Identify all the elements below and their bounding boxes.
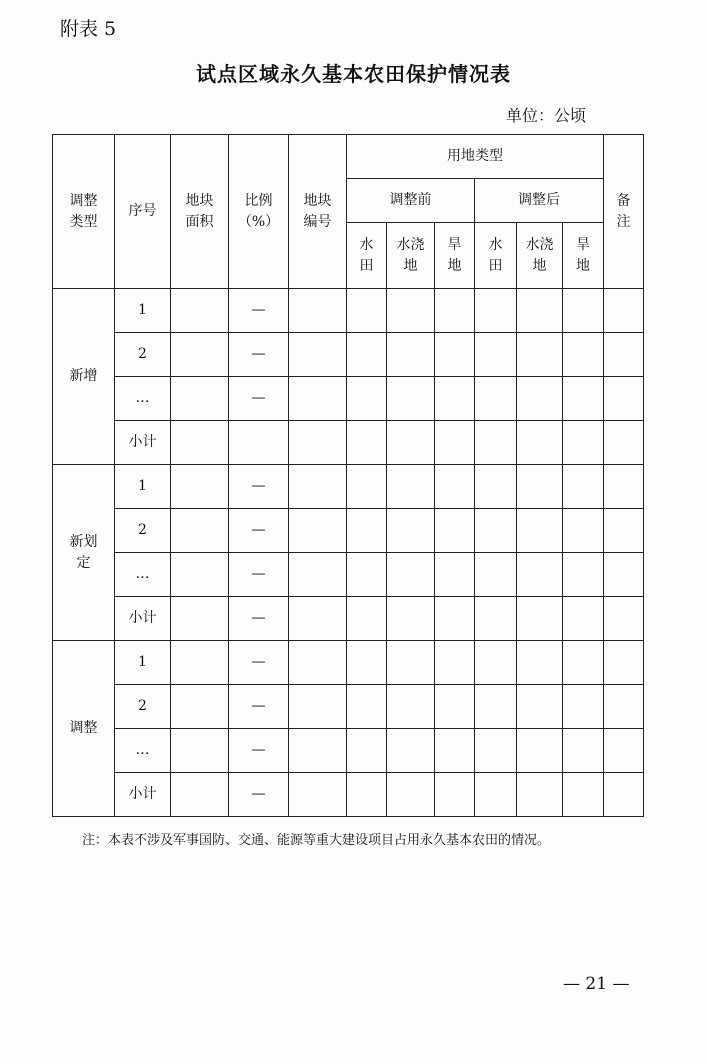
empty-cell (475, 377, 517, 421)
table-row (53, 465, 644, 509)
empty-cell (387, 509, 435, 553)
empty-cell (387, 377, 435, 421)
header-irrigated: 水浇地 (517, 223, 563, 289)
ratio-cell: — (229, 685, 289, 729)
empty-cell (563, 289, 604, 333)
header-irrigated: 水浇地 (387, 223, 435, 289)
empty-cell (289, 465, 347, 509)
empty-cell (387, 641, 435, 685)
empty-cell (563, 377, 604, 421)
empty-cell (347, 465, 387, 509)
empty-cell (604, 333, 644, 377)
seq-cell: 小计 (115, 773, 171, 817)
header-adjust-type: 调整类型 (53, 135, 115, 289)
empty-cell (563, 421, 604, 465)
table-row (53, 597, 644, 641)
empty-cell (387, 553, 435, 597)
empty-cell (517, 377, 563, 421)
plot-area-cell (171, 289, 229, 333)
empty-cell (435, 597, 475, 641)
table-row (53, 729, 644, 773)
empty-cell (517, 509, 563, 553)
plot-area-cell (171, 377, 229, 421)
empty-cell (475, 597, 517, 641)
ratio-cell: — (229, 641, 289, 685)
plot-area-cell (171, 685, 229, 729)
table-row (53, 289, 644, 333)
empty-cell (435, 641, 475, 685)
table-row (53, 641, 644, 685)
table-row (53, 685, 644, 729)
ratio-cell: — (229, 509, 289, 553)
header-land-type: 用地类型 (347, 135, 604, 179)
empty-cell (563, 729, 604, 773)
empty-cell (563, 509, 604, 553)
empty-cell (604, 509, 644, 553)
seq-cell: 2 (115, 333, 171, 377)
empty-cell (289, 597, 347, 641)
empty-cell (475, 509, 517, 553)
empty-cell (475, 465, 517, 509)
empty-cell (435, 509, 475, 553)
empty-cell (604, 465, 644, 509)
empty-cell (347, 685, 387, 729)
empty-cell (347, 289, 387, 333)
seq-cell: … (115, 553, 171, 597)
plot-area-cell (171, 729, 229, 773)
empty-cell (347, 597, 387, 641)
table-row (53, 333, 644, 377)
empty-cell (347, 553, 387, 597)
empty-cell (563, 465, 604, 509)
empty-cell (563, 773, 604, 817)
empty-cell (517, 289, 563, 333)
seq-cell: 小计 (115, 597, 171, 641)
ratio-cell (229, 421, 289, 465)
empty-cell (435, 685, 475, 729)
empty-cell (517, 729, 563, 773)
ratio-cell: — (229, 729, 289, 773)
empty-cell (435, 377, 475, 421)
plot-area-cell (171, 509, 229, 553)
table-row (53, 421, 644, 465)
plot-area-cell (171, 641, 229, 685)
empty-cell (289, 421, 347, 465)
empty-cell (387, 773, 435, 817)
group-type-cell: 调整 (53, 641, 115, 817)
unit-label: 单位：公顷 (506, 106, 587, 125)
table-row (53, 773, 644, 817)
empty-cell (475, 729, 517, 773)
empty-cell (517, 773, 563, 817)
empty-cell (604, 729, 644, 773)
empty-cell (475, 685, 517, 729)
empty-cell (435, 773, 475, 817)
appendix-label: 附表 5 (60, 18, 117, 40)
empty-cell (475, 289, 517, 333)
empty-cell (289, 333, 347, 377)
seq-cell: 2 (115, 685, 171, 729)
page-number: — 21 — (563, 974, 630, 994)
seq-cell: 1 (115, 641, 171, 685)
empty-cell (289, 289, 347, 333)
empty-cell (387, 685, 435, 729)
empty-cell (289, 729, 347, 773)
empty-cell (387, 333, 435, 377)
empty-cell (435, 729, 475, 773)
header-seq: 序号 (115, 135, 171, 289)
table-row (53, 553, 644, 597)
empty-cell (604, 641, 644, 685)
seq-cell: 1 (115, 465, 171, 509)
ratio-cell: — (229, 377, 289, 421)
group-type-cell: 新划定 (53, 465, 115, 641)
seq-cell: 小计 (115, 421, 171, 465)
table-row (53, 509, 644, 553)
empty-cell (347, 641, 387, 685)
header-dry: 旱地 (563, 223, 604, 289)
header-dry: 旱地 (435, 223, 475, 289)
header-plot-no: 地块编号 (289, 135, 347, 289)
empty-cell (387, 597, 435, 641)
header-ratio: 比例（%） (229, 135, 289, 289)
empty-cell (604, 289, 644, 333)
table-note: 注：本表不涉及军事国防、交通、能源等重大建设项目占用永久基本农田的情况。 (82, 833, 551, 848)
ratio-cell: — (229, 289, 289, 333)
empty-cell (517, 641, 563, 685)
ratio-cell: — (229, 773, 289, 817)
header-after: 调整后 (475, 179, 604, 223)
empty-cell (563, 597, 604, 641)
empty-cell (563, 685, 604, 729)
ratio-cell: — (229, 553, 289, 597)
plot-area-cell (171, 773, 229, 817)
empty-cell (563, 641, 604, 685)
empty-cell (387, 289, 435, 333)
empty-cell (289, 773, 347, 817)
empty-cell (475, 773, 517, 817)
empty-cell (517, 553, 563, 597)
empty-cell (435, 289, 475, 333)
plot-area-cell (171, 421, 229, 465)
empty-cell (604, 773, 644, 817)
empty-cell (475, 421, 517, 465)
empty-cell (347, 421, 387, 465)
empty-cell (347, 333, 387, 377)
ratio-cell: — (229, 597, 289, 641)
ratio-cell: — (229, 333, 289, 377)
table-row (53, 377, 644, 421)
plot-area-cell (171, 465, 229, 509)
plot-area-cell (171, 333, 229, 377)
empty-cell (604, 421, 644, 465)
empty-cell (475, 553, 517, 597)
empty-cell (347, 509, 387, 553)
empty-cell (347, 773, 387, 817)
empty-cell (435, 333, 475, 377)
empty-cell (604, 685, 644, 729)
empty-cell (289, 509, 347, 553)
plot-area-cell (171, 553, 229, 597)
empty-cell (604, 597, 644, 641)
empty-cell (604, 553, 644, 597)
group-type-cell: 新增 (53, 289, 115, 465)
empty-cell (563, 553, 604, 597)
empty-cell (475, 641, 517, 685)
empty-cell (289, 553, 347, 597)
empty-cell (289, 685, 347, 729)
empty-cell (387, 421, 435, 465)
empty-cell (517, 685, 563, 729)
header-remark: 备注 (604, 135, 644, 289)
header-paddy: 水田 (475, 223, 517, 289)
empty-cell (289, 641, 347, 685)
header-plot-area: 地块面积 (171, 135, 229, 289)
ratio-cell: — (229, 465, 289, 509)
header-paddy: 水田 (347, 223, 387, 289)
empty-cell (387, 465, 435, 509)
empty-cell (517, 421, 563, 465)
empty-cell (435, 553, 475, 597)
empty-cell (435, 465, 475, 509)
protection-table (52, 134, 644, 817)
seq-cell: 2 (115, 509, 171, 553)
empty-cell (435, 421, 475, 465)
empty-cell (563, 333, 604, 377)
seq-cell: … (115, 729, 171, 773)
header-before: 调整前 (347, 179, 475, 223)
empty-cell (347, 729, 387, 773)
empty-cell (517, 597, 563, 641)
empty-cell (387, 729, 435, 773)
empty-cell (347, 377, 387, 421)
page-title: 试点区域永久基本农田保护情况表 (196, 62, 511, 86)
empty-cell (604, 377, 644, 421)
empty-cell (517, 465, 563, 509)
empty-cell (475, 333, 517, 377)
empty-cell (289, 377, 347, 421)
empty-cell (517, 333, 563, 377)
plot-area-cell (171, 597, 229, 641)
seq-cell: … (115, 377, 171, 421)
seq-cell: 1 (115, 289, 171, 333)
